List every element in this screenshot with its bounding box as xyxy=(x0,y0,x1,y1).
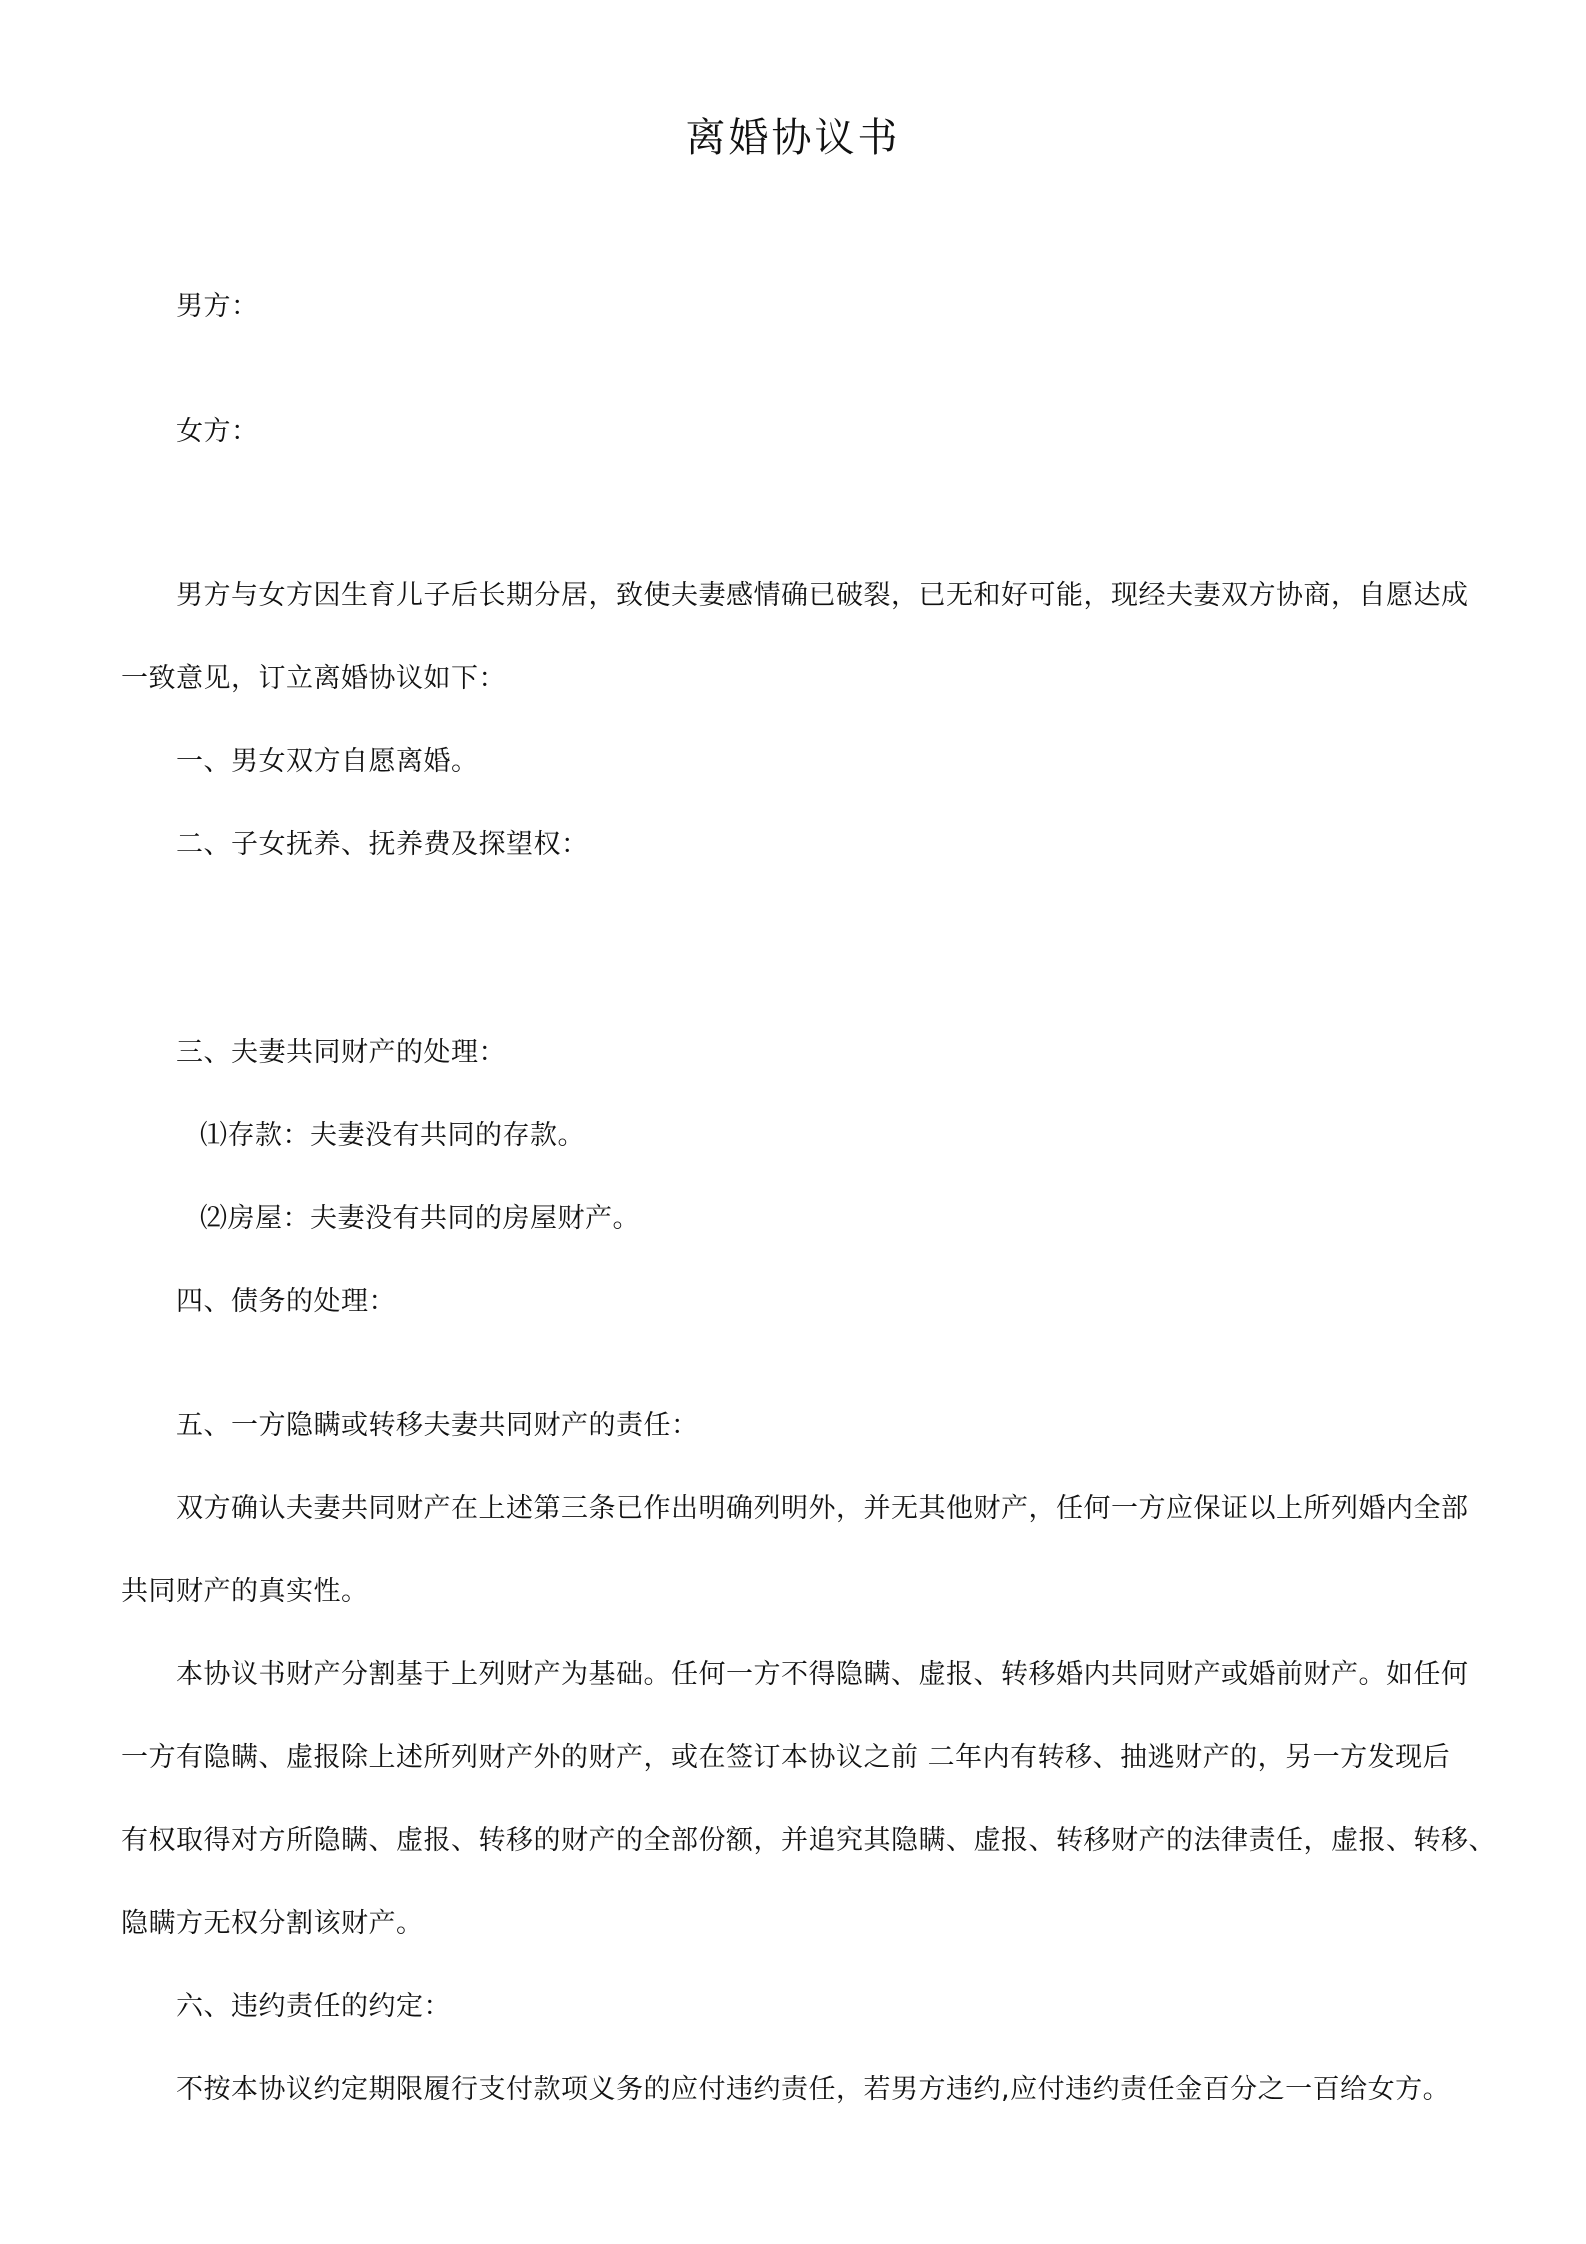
clause-4-heading: 四、债务的处理： xyxy=(176,1286,396,1317)
clause-5-heading: 五、一方隐瞒或转移夫妻共同财产的责任： xyxy=(176,1410,699,1441)
clause-5-para-1-line-1: 双方确认夫妻共同财产在上述第三条已作出明确列明外，并无其他财产，任何一方应保证以上所列婚内全部 xyxy=(176,1493,1469,1524)
clause-5-para-2-line-3: 有权取得对方所隐瞒、虚报、转移的财产的全部份额，并追究其隐瞒、虚报、转移财产的法律责任，虚报、转移、 xyxy=(121,1825,1496,1856)
clause-5-para-2-line-1: 本协议书财产分割基于上列财产为基础。任何一方不得隐瞒、虚报、转移婚内共同财产或婚前财产。如任何 xyxy=(176,1659,1469,1690)
clause-5-para-2-line-4: 隐瞒方无权分割该财产。 xyxy=(121,1908,424,1939)
document-title: 离婚协议书 xyxy=(685,115,901,161)
clause-1: 一、男女双方自愿离婚。 xyxy=(176,746,479,777)
clause-3-item-1: ⑴存款：夫妻没有共同的存款。 xyxy=(200,1120,585,1151)
male-party-label: 男方： xyxy=(176,291,259,322)
clause-6-para-1: 不按本协议约定期限履行支付款项义务的应付违约责任，若男方违约,应付违约责任金百分之一百给女方。 xyxy=(176,2074,1451,2105)
intro-line-2: 一致意见，订立离婚协议如下： xyxy=(121,663,506,694)
intro-line-1: 男方与女方因生育儿子后长期分居，致使夫妻感情确已破裂，已无和好可能，现经夫妻双方协商，自愿达成 xyxy=(176,580,1469,611)
clause-3-heading: 三、夫妻共同财产的处理： xyxy=(176,1037,506,1068)
clause-2-heading: 二、子女抚养、抚养费及探望权： xyxy=(176,829,589,860)
clause-6-heading: 六、违约责任的约定： xyxy=(176,1991,451,2022)
clause-5-para-1-line-2: 共同财产的真实性。 xyxy=(121,1576,369,1607)
female-party-label: 女方： xyxy=(176,416,259,447)
clause-3-item-2: ⑵房屋：夫妻没有共同的房屋财产。 xyxy=(200,1203,640,1234)
clause-5-para-2-line-2: 一方有隐瞒、虚报除上述所列财产外的财产，或在签订本协议之前 二年内有转移、抽逃财产的，另一方发现后 xyxy=(121,1742,1451,1773)
